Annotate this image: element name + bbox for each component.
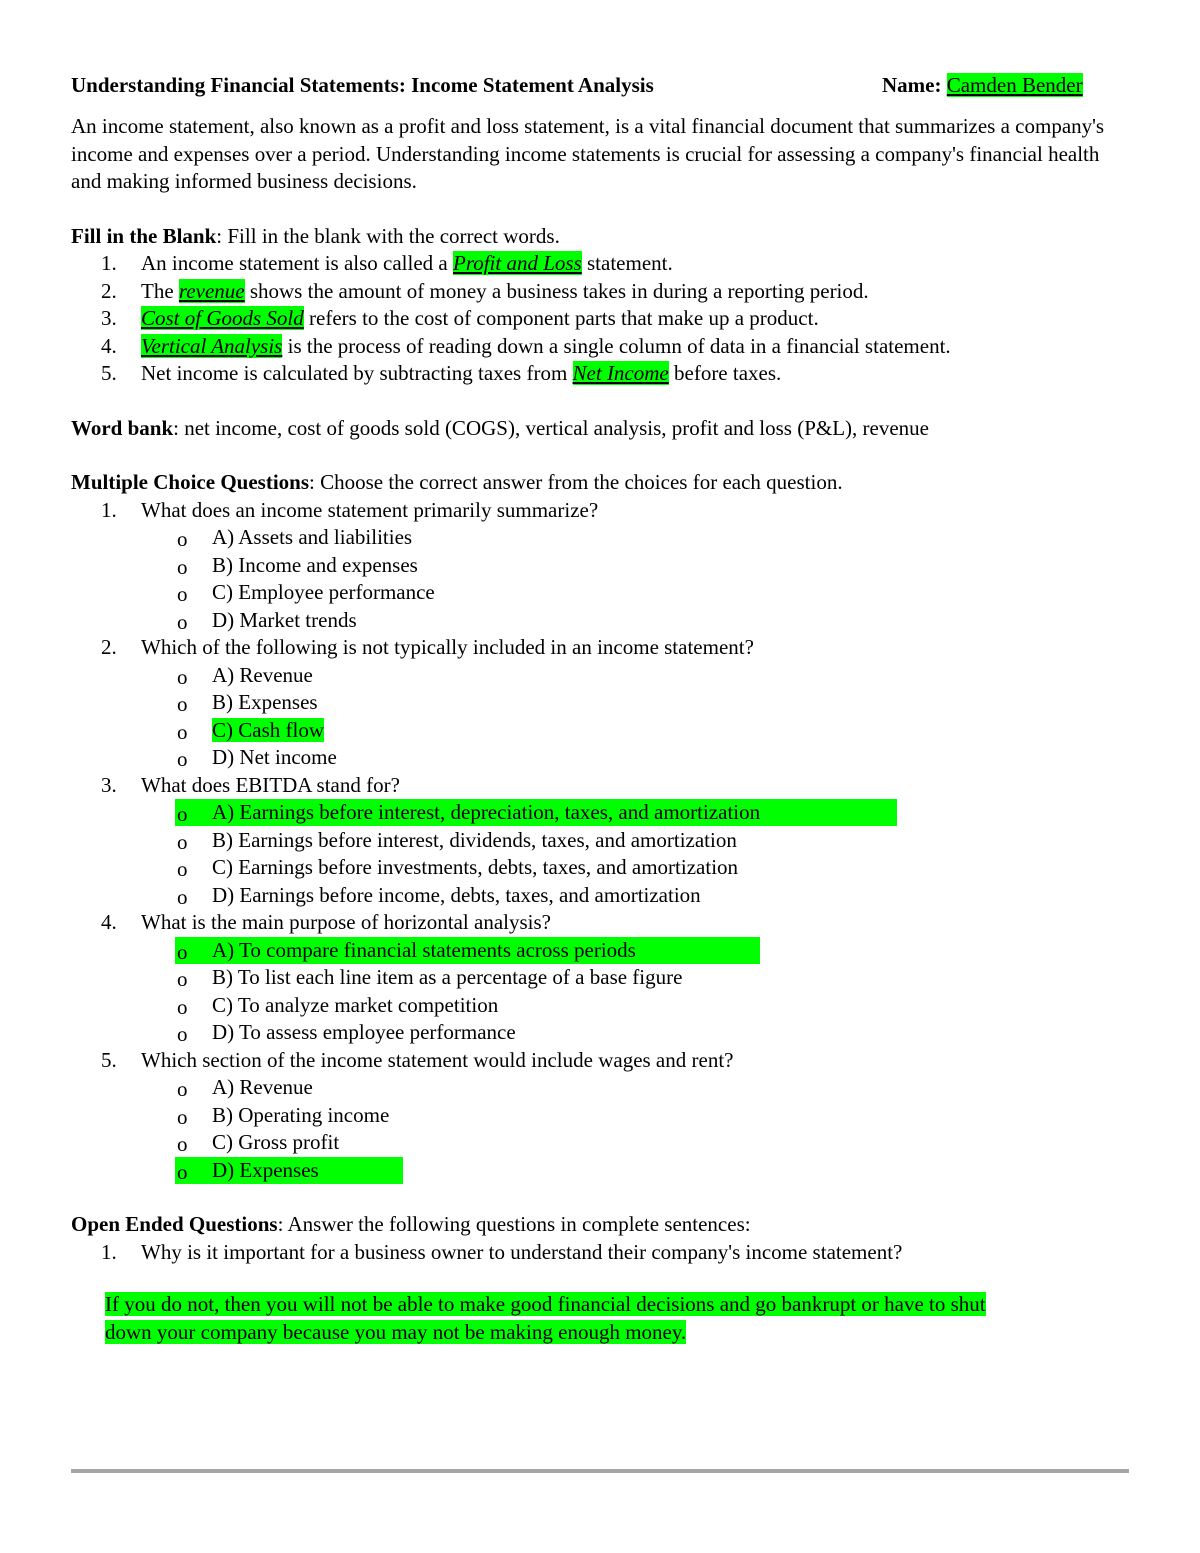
option-list — [141, 1074, 1141, 1184]
name-field — [882, 72, 1083, 100]
option-item-selected — [71, 799, 1141, 827]
multiple-choice-instruction: : Choose the correct answer from the choices for each question. — [309, 470, 843, 494]
bullet-icon: o — [177, 554, 188, 579]
option-text: B) Income and expenses — [212, 552, 418, 577]
bullet-icon: o — [177, 719, 188, 744]
option-item — [71, 1129, 1141, 1157]
item-number: 4. — [101, 333, 117, 358]
option-item-selected — [71, 717, 1141, 745]
blank-answer: Profit and Loss — [453, 251, 582, 275]
option-item-selected — [71, 1157, 1141, 1185]
question-text: What does EBITDA stand for? — [141, 772, 400, 797]
option-text: C) Gross profit — [212, 1130, 340, 1154]
option-text: B) Earnings before interest, dividends, taxes, and amortization — [212, 827, 737, 852]
item-number: 5. — [101, 361, 117, 385]
option-text: B) Operating income — [212, 1102, 390, 1127]
option-text: A) Revenue — [212, 662, 313, 687]
bullet-icon: o — [177, 664, 188, 689]
option-item — [71, 552, 1141, 580]
bullet-icon: o — [177, 1022, 188, 1046]
blank-answer: Vertical Analysis — [141, 333, 283, 358]
option-text: B) To list each line item as a percentage of a base figure — [212, 965, 683, 989]
list-item — [71, 250, 1141, 278]
question-text: Which of the following is not typically included in an income statement? — [141, 635, 754, 659]
option-text: B) Expenses — [212, 690, 318, 714]
item-text: The — [141, 278, 179, 303]
option-item — [71, 662, 1141, 690]
option-item-selected — [71, 937, 1141, 965]
option-item — [71, 827, 1141, 855]
option-text: C) Employee performance — [212, 580, 435, 604]
question-text: Why is it important for a business owner to understand their company's income statement? — [141, 1239, 903, 1264]
item-text: An income statement is also called a — [141, 251, 453, 275]
item-text: statement. — [581, 251, 673, 275]
question-item — [71, 634, 1141, 772]
option-item — [71, 882, 1141, 910]
bullet-icon: o — [177, 1077, 188, 1101]
question-number: 4. — [101, 910, 117, 934]
option-text: D) To assess employee performance — [212, 1020, 516, 1044]
selected-answer: D) Expenses — [212, 1157, 319, 1182]
option-item — [71, 854, 1141, 882]
answer-text-line: If you do not, then you will not be able to make good financial decisions and go bankrupt or have to shut — [105, 1292, 986, 1316]
option-item — [71, 1019, 1141, 1047]
list-item — [71, 333, 1141, 361]
bullet-icon: o — [177, 829, 188, 854]
word-bank-title: Word bank — [71, 415, 174, 440]
open-ended-title: Open Ended Questions — [71, 1212, 278, 1236]
blank-answer: revenue — [178, 278, 245, 303]
bullet-icon: o — [177, 967, 188, 991]
intro-paragraph: An income statement, also known as a profit and loss statement, is a vital financial document that summarizes a company's income and expenses over a period. Understanding income statements is crucial for assessing a company's financial health and making informed business decisions. — [71, 114, 1105, 193]
selected-answer: A) Earnings before interest, depreciation, taxes, and amortization — [212, 800, 761, 824]
multiple-choice-title: Multiple Choice Questions — [71, 470, 310, 494]
selected-answer: A) To compare financial statements across periods — [212, 937, 636, 962]
horizontal-rule — [71, 1469, 1129, 1473]
item-text: refers to the cost of component parts that make up a product. — [303, 306, 819, 330]
bullet-icon: o — [177, 582, 188, 606]
list-item — [71, 305, 1141, 333]
list-item — [71, 278, 1141, 306]
item-number: 3. — [101, 306, 117, 330]
bullet-icon: o — [177, 939, 188, 964]
option-text: C) Earnings before investments, debts, taxes, and amortization — [212, 855, 739, 879]
question-text: Which section of the income statement would include wages and rent? — [141, 1047, 734, 1072]
page-title: Understanding Financial Statements: Income Statement Analysis — [71, 73, 654, 97]
item-text: Net income is calculated by subtracting taxes from — [141, 361, 573, 385]
question-item — [71, 497, 1141, 635]
item-number: 1. — [101, 251, 117, 275]
selected-answer: C) Cash flow — [212, 717, 324, 742]
bullet-icon: o — [177, 609, 188, 634]
fill-blank-list — [71, 250, 1141, 388]
question-item — [71, 1239, 1141, 1267]
bullet-icon: o — [177, 857, 188, 881]
question-item — [71, 1047, 1141, 1185]
multiple-choice-list — [71, 497, 1141, 1185]
open-ended-list — [71, 1239, 1141, 1267]
fill-blank-instruction: : Fill in the blank with the correct words. — [216, 223, 560, 248]
item-text: is the process of reading down a single column of data in a financial statement. — [282, 333, 951, 358]
option-text: D) Net income — [212, 745, 337, 769]
header — [71, 72, 1141, 100]
option-item — [71, 992, 1141, 1020]
open-ended-heading — [71, 1211, 1141, 1239]
option-text: A) Revenue — [212, 1075, 313, 1099]
list-item — [71, 360, 1141, 388]
multiple-choice-heading — [71, 469, 1141, 497]
question-number: 5. — [101, 1047, 117, 1072]
fill-blank-heading — [71, 223, 1141, 251]
question-item — [71, 909, 1141, 1047]
bullet-icon: o — [177, 1159, 188, 1184]
bullet-icon: o — [177, 994, 188, 1019]
option-item — [71, 607, 1141, 635]
word-bank-text: : net income, cost of goods sold (COGS), vertical analysis, profit and loss (P&L), revenue — [173, 415, 929, 440]
item-text: before taxes. — [668, 361, 782, 385]
option-text: D) Earnings before income, debts, taxes, and amortization — [212, 882, 701, 907]
bullet-icon: o — [177, 527, 188, 551]
bullet-icon: o — [177, 802, 188, 826]
option-text: C) To analyze market competition — [212, 992, 499, 1017]
bullet-icon: o — [177, 1132, 188, 1156]
bullet-icon: o — [177, 747, 188, 771]
question-number: 3. — [101, 772, 117, 797]
worksheet-content — [71, 72, 1141, 1346]
option-list — [141, 799, 1141, 909]
student-name: Camden Bender — [946, 73, 1083, 97]
option-item — [71, 579, 1141, 607]
option-text: D) Market trends — [212, 607, 357, 632]
option-item — [71, 689, 1141, 717]
answer-text-line: down your company because you may not be making enough money. — [105, 1319, 687, 1344]
option-list — [141, 662, 1141, 772]
name-label: Name: — [882, 73, 942, 97]
option-item — [71, 744, 1141, 772]
option-item — [71, 964, 1141, 992]
open-ended-answer — [105, 1291, 1135, 1346]
blank-answer: Cost of Goods Sold — [141, 306, 304, 330]
option-item — [71, 524, 1141, 552]
blank-answer: Net Income — [572, 361, 669, 385]
item-text: shows the amount of money a business takes in during a reporting period. — [244, 278, 869, 303]
bullet-icon: o — [177, 692, 188, 716]
option-list — [141, 524, 1141, 634]
question-number: 1. — [101, 1239, 117, 1264]
option-list — [141, 937, 1141, 1047]
question-number: 2. — [101, 635, 117, 659]
open-ended-instruction: : Answer the following questions in complete sentences: — [277, 1212, 751, 1236]
question-text: What does an income statement primarily summarize? — [141, 497, 599, 522]
question-number: 1. — [101, 497, 117, 522]
option-text: A) Assets and liabilities — [212, 525, 413, 549]
bullet-icon: o — [177, 884, 188, 909]
word-bank — [71, 415, 1141, 443]
question-text: What is the main purpose of horizontal analysis? — [141, 910, 551, 934]
fill-blank-title: Fill in the Blank — [71, 223, 217, 248]
option-item — [71, 1074, 1141, 1102]
question-item — [71, 772, 1141, 910]
option-item — [71, 1102, 1141, 1130]
bullet-icon: o — [177, 1104, 188, 1129]
item-number: 2. — [101, 278, 117, 303]
